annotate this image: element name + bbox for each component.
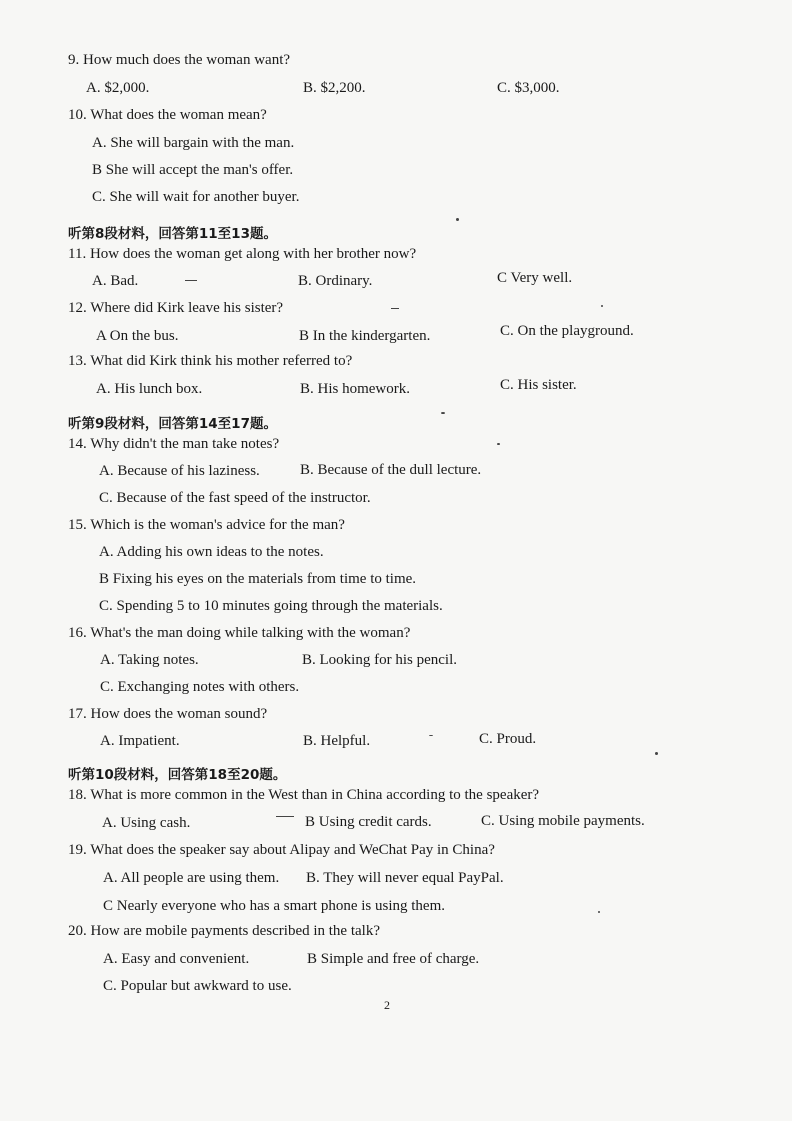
q16-option-c: C. Exchanging notes with others. (100, 679, 300, 695)
q12-option-c: C. On the playground. (500, 323, 634, 339)
question-16: 16. What's the man doing while talking with the woman? (68, 625, 411, 641)
scan-speck (497, 443, 500, 445)
q13-option-c: C. His sister. (500, 377, 577, 393)
scan-speck (429, 735, 433, 736)
question-18: 18. What is more common in the West than in China according to the speaker? (68, 787, 540, 803)
q15-option-b: B Fixing his eyes on the materials from time to time. (99, 571, 417, 587)
question-20: 20. How are mobile payments described in the talk? (68, 923, 380, 939)
q11-option-b: B. Ordinary. (298, 273, 373, 289)
section-heading-8: 听第8段材料，回答第11至13题。 (68, 226, 277, 242)
question-15: 15. Which is the woman's advice for the man? (68, 517, 345, 533)
q12-option-a: A On the bus. (96, 328, 179, 344)
q10-option-b: B She will accept the man's offer. (92, 162, 294, 178)
q20-option-c: C. Popular but awkward to use. (103, 978, 292, 994)
scan-speck (441, 412, 445, 414)
scan-speck (598, 911, 600, 913)
q19-option-b: B. They will never equal PayPal. (306, 870, 504, 886)
page-number: 2 (384, 998, 390, 1012)
section-heading-9: 听第9段材料，回答第14至17题。 (68, 416, 277, 432)
q13-option-a: A. His lunch box. (96, 381, 203, 397)
question-9: 9. How much does the woman want? (68, 52, 291, 68)
q17-option-b: B. Helpful. (303, 733, 371, 749)
q9-option-a: A. $2,000. (86, 80, 150, 96)
q14-option-a: A. Because of his laziness. (99, 463, 260, 479)
question-11: 11. How does the woman get along with her brother now? (68, 246, 417, 262)
q18-option-c: C. Using mobile payments. (481, 813, 645, 829)
q16-option-a: A. Taking notes. (100, 652, 199, 668)
q17-option-a: A. Impatient. (100, 733, 180, 749)
scan-speck (276, 816, 294, 817)
question-19: 19. What does the speaker say about Alipay and WeChat Pay in China? (68, 842, 495, 858)
q15-option-a: A. Adding his own ideas to the notes. (99, 544, 324, 560)
q9-option-b: B. $2,200. (303, 80, 366, 96)
q9-option-c: C. $3,000. (497, 80, 560, 96)
scan-speck (601, 305, 603, 307)
question-17: 17. How does the woman sound? (68, 706, 268, 722)
q19-option-c: C Nearly everyone who has a smart phone is using them. (103, 898, 446, 914)
q17-option-c: C. Proud. (479, 731, 537, 747)
q13-option-b: B. His homework. (300, 381, 410, 397)
q16-option-b: B. Looking for his pencil. (302, 652, 457, 668)
q15-option-c: C. Spending 5 to 10 minutes going through the materials. (99, 598, 443, 614)
q11-option-a: A. Bad. (92, 273, 139, 289)
q11-option-c: C Very well. (497, 270, 573, 286)
q20-option-a: A. Easy and convenient. (103, 951, 250, 967)
section-heading-10: 听第10段材料，回答第18至20题。 (68, 767, 287, 783)
q18-option-a: A. Using cash. (102, 815, 191, 831)
question-14: 14. Why didn't the man take notes? (68, 436, 280, 452)
q14-option-c: C. Because of the fast speed of the instructor. (99, 490, 371, 506)
q14-option-b: B. Because of the dull lecture. (300, 462, 482, 478)
q19-option-a: A. All people are using them. (103, 870, 280, 886)
q10-option-a: A. She will bargain with the man. (92, 135, 295, 151)
scan-speck (655, 752, 658, 755)
question-13: 13. What did Kirk think his mother referred to? (68, 353, 353, 369)
question-10: 10. What does the woman mean? (68, 107, 267, 123)
q18-option-b: B Using credit cards. (305, 814, 432, 830)
q20-option-b: B Simple and free of charge. (307, 951, 480, 967)
question-12: 12. Where did Kirk leave his sister? (68, 300, 284, 316)
q10-option-c: C. She will wait for another buyer. (92, 189, 300, 205)
scan-speck (185, 280, 197, 281)
scan-speck (391, 308, 399, 309)
q12-option-b: B In the kindergarten. (299, 328, 431, 344)
scan-speck (456, 218, 459, 221)
